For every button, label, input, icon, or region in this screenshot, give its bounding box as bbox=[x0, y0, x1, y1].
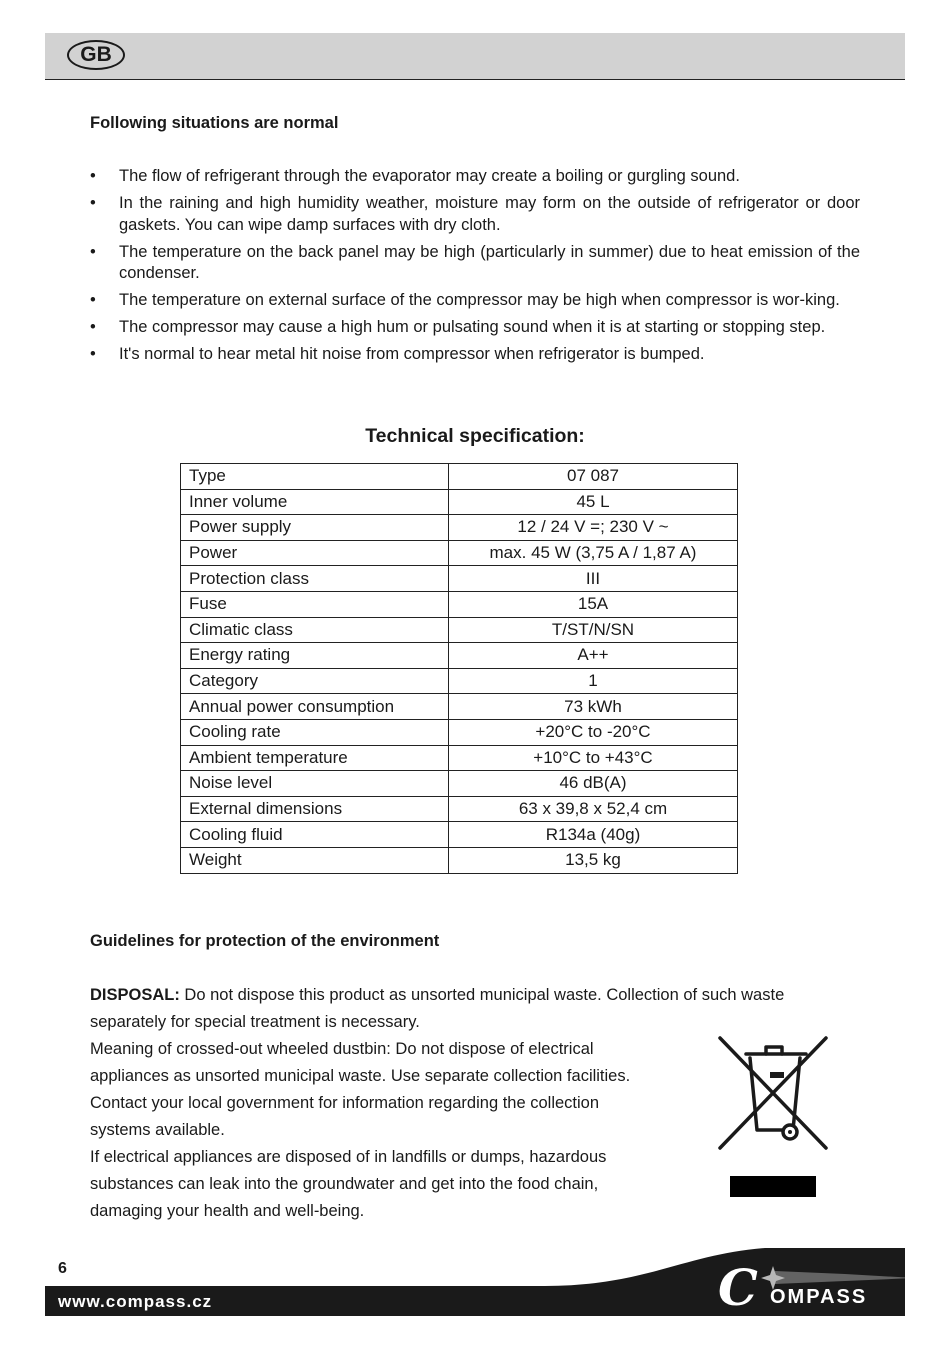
spec-value: +20°C to -20°C bbox=[449, 719, 738, 745]
table-row bbox=[181, 489, 738, 515]
spec-value: III bbox=[449, 566, 738, 592]
meaning-paragraph: Meaning of crossed-out wheeled dustbin: Do not dispose of electrical appliances as unsorted municipal waste. Use separate collection facilities. bbox=[90, 1040, 631, 1085]
spec-value: R134a (40g) bbox=[449, 822, 738, 848]
table-row bbox=[181, 694, 738, 720]
list-item: • In the raining and high humidity weather, moisture may form on the outside of refrigerator or door gaskets. You can wipe damp surfaces with dry cloth. bbox=[90, 193, 860, 236]
spec-value: 63 x 39,8 x 52,4 cm bbox=[449, 796, 738, 822]
spec-param: Power bbox=[181, 540, 449, 566]
disposal-label: DISPOSAL: bbox=[90, 986, 180, 1004]
spec-param: Climatic class bbox=[181, 617, 449, 643]
environment-heading: Guidelines for protection of the environment bbox=[90, 932, 440, 950]
compass-logo-initial: C bbox=[718, 1258, 758, 1317]
spec-value: max. 45 W (3,75 A / 1,87 A) bbox=[449, 540, 738, 566]
spec-table bbox=[180, 463, 738, 874]
list-item: • The temperature on external surface of the compressor may be high when compressor is wor-king. bbox=[90, 290, 860, 312]
table-row bbox=[181, 847, 738, 873]
table-row bbox=[181, 464, 738, 490]
contact-paragraph: Contact your local government for information regarding the collection systems available. bbox=[90, 1094, 600, 1139]
page-number: 6 bbox=[58, 1260, 67, 1277]
spec-value: 13,5 kg bbox=[449, 847, 738, 873]
spec-value: 45 L bbox=[449, 489, 738, 515]
spec-value: 1 bbox=[449, 668, 738, 694]
spec-param: Noise level bbox=[181, 771, 449, 797]
table-row bbox=[181, 515, 738, 541]
spec-param: Annual power consumption bbox=[181, 694, 449, 720]
disposal-text: Do not dispose this product as unsorted municipal waste. Collection of such waste separately for special treatment is necessary. bbox=[90, 986, 785, 1031]
hazard-paragraph: If electrical appliances are disposed of in landfills or dumps, hazardous substances can leak into the groundwater and get into the food chain, damaging your health and well-being. bbox=[90, 1148, 607, 1220]
table-row bbox=[181, 591, 738, 617]
table-row bbox=[181, 540, 738, 566]
spec-param: Cooling fluid bbox=[181, 822, 449, 848]
table-row bbox=[181, 643, 738, 669]
table-row bbox=[181, 771, 738, 797]
crossed-out-wheeled-bin-icon bbox=[716, 1034, 832, 1154]
list-item: • It's normal to hear metal hit noise from compressor when refrigerator is bumped. bbox=[90, 344, 860, 366]
spec-value: +10°C to +43°C bbox=[449, 745, 738, 771]
spec-param: Inner volume bbox=[181, 489, 449, 515]
compass-logo-text: OMPASS bbox=[770, 1286, 868, 1308]
list-item: • The compressor may cause a high hum or pulsating sound when it is at starting or stopping step. bbox=[90, 317, 860, 339]
list-item: • The flow of refrigerant through the evaporator may create a boiling or gurgling sound. bbox=[90, 166, 860, 188]
table-row bbox=[181, 745, 738, 771]
spec-param: Weight bbox=[181, 847, 449, 873]
table-row bbox=[181, 617, 738, 643]
spec-param: Protection class bbox=[181, 566, 449, 592]
spec-param: External dimensions bbox=[181, 796, 449, 822]
spec-value: 46 dB(A) bbox=[449, 771, 738, 797]
spec-value: 15A bbox=[449, 591, 738, 617]
spec-value: A++ bbox=[449, 643, 738, 669]
spec-value: 73 kWh bbox=[449, 694, 738, 720]
spec-value: 07 087 bbox=[449, 464, 738, 490]
spec-value: T/ST/N/SN bbox=[449, 617, 738, 643]
separate-collection-bar bbox=[730, 1176, 816, 1197]
website-url[interactable]: www.compass.cz bbox=[58, 1292, 213, 1311]
spec-title: Technical specification: bbox=[365, 425, 585, 447]
spec-param: Energy rating bbox=[181, 643, 449, 669]
spec-value: 12 / 24 V =; 230 V ~ bbox=[449, 515, 738, 541]
spec-param: Category bbox=[181, 668, 449, 694]
table-row bbox=[181, 719, 738, 745]
table-row bbox=[181, 566, 738, 592]
spec-param: Fuse bbox=[181, 591, 449, 617]
environment-text bbox=[90, 982, 790, 1225]
normal-situations-list bbox=[90, 166, 860, 371]
spec-param: Type bbox=[181, 464, 449, 490]
language-badge: GB bbox=[67, 40, 125, 70]
table-row bbox=[181, 796, 738, 822]
table-row bbox=[181, 822, 738, 848]
spec-param: Power supply bbox=[181, 515, 449, 541]
disposal-paragraph bbox=[90, 982, 790, 1036]
spec-param: Cooling rate bbox=[181, 719, 449, 745]
normal-situations-heading: Following situations are normal bbox=[90, 114, 339, 132]
list-item: • The temperature on the back panel may be high (particularly in summer) due to heat emission of the condenser. bbox=[90, 242, 860, 285]
header-bar bbox=[45, 33, 905, 80]
spec-param: Ambient temperature bbox=[181, 745, 449, 771]
table-row bbox=[181, 668, 738, 694]
